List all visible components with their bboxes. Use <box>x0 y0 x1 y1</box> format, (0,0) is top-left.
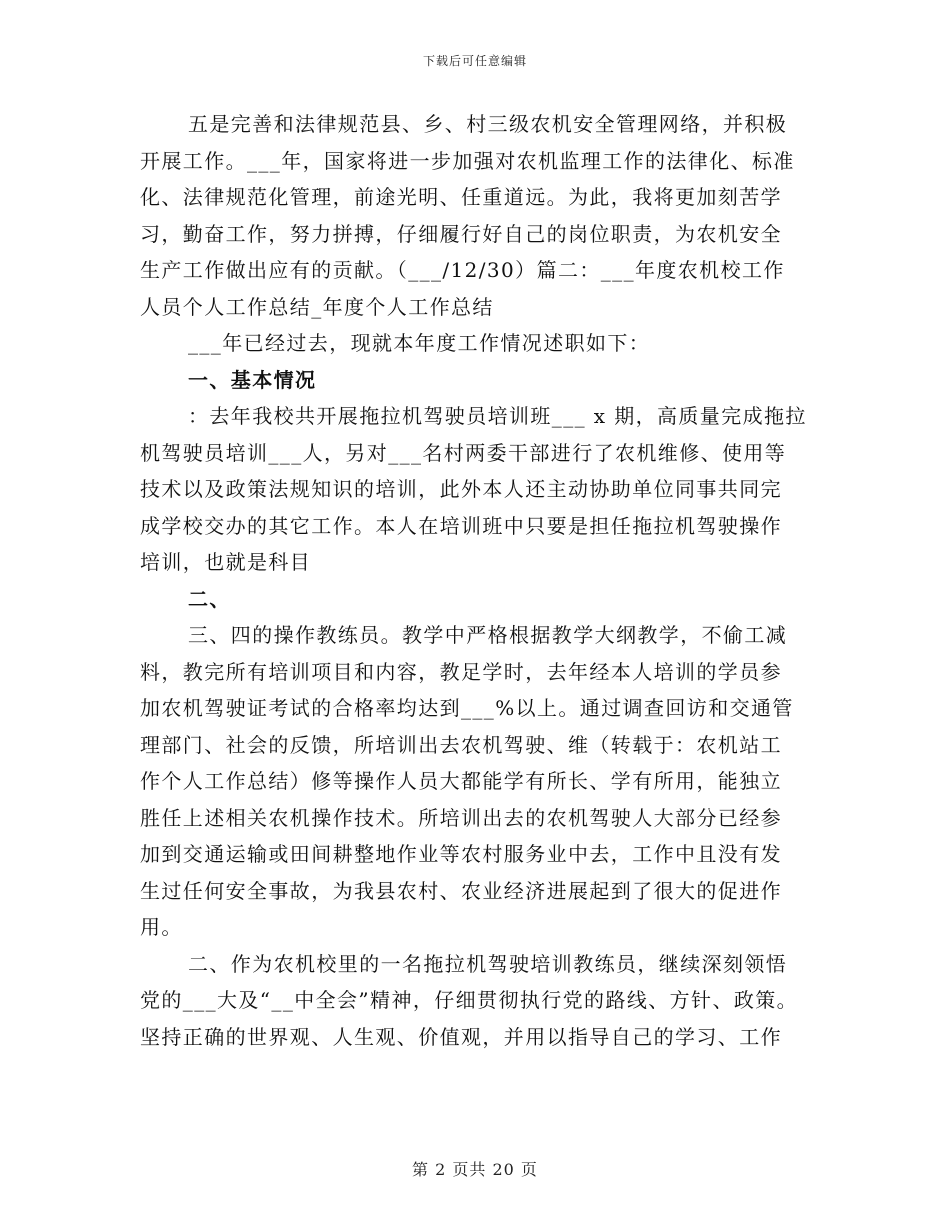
body-line: ：去年我校共开展拖拉机驾驶员培训班___ x 期，高质量完成拖拉 <box>188 404 807 428</box>
body-line: 三、四的操作教练员。教学中严格根据教学大纲教学，不偷工减 <box>188 623 788 647</box>
body-line: 胜任上述相关农机操作技术。所培训出去的农机驾驶人大部分已经参 <box>140 805 782 830</box>
body-line: 理部门、社会的反馈，所培训出去农机驾驶、维（转载于：农机站工 <box>140 732 782 757</box>
body-line: 料，教完所有培训项目和内容，教足学时，去年经本人培训的学员参 <box>140 659 782 684</box>
body-line: 生产工作做出应有的贡献。（___/12/30）篇二：___年度农机校工作 <box>140 258 785 282</box>
body-line: 培训，也就是科目 <box>140 550 312 574</box>
page-footer-number: 第 2 页共 20 页 <box>412 1160 538 1179</box>
body-line: 技术以及政策法规知识的培训，此外本人还主动协助单位同事共同完 <box>140 477 782 501</box>
body-line: 加农机驾驶证考试的合格率均达到___%以上。通过调查回访和交通管 <box>140 696 794 720</box>
body-line: 二、作为农机校里的一名拖拉机驾驶培训教练员，继续深刻领悟 <box>188 951 788 976</box>
body-line: ___年已经过去，现就本年度工作情况述职如下： <box>188 331 651 355</box>
document-body <box>140 106 820 1055</box>
body-line: 用。 <box>140 915 183 939</box>
body-line: 党的___大及“__中全会”精神，仔细贯彻执行党的路线、方针、政策。 <box>140 988 799 1012</box>
body-line: 作个人工作总结）修等操作人员大都能学有所长、学有所用，能独立 <box>140 769 782 793</box>
body-line: 习，勤奋工作，努力拼搏，仔细履行好自己的岗位职责，为农机安全 <box>140 221 782 246</box>
section-heading: 一、基本情况 <box>188 367 317 392</box>
page-header-note: 下载后可任意编辑 <box>422 54 527 68</box>
section-heading: 二、 <box>188 586 231 611</box>
body-line: 五是完善和法律规范县、乡、村三级农机安全管理网络，并积极 <box>188 112 788 136</box>
body-line: 生过任何安全事故，为我县农村、农业经济进展起到了很大的促进作 <box>140 878 782 903</box>
body-line: 化、法律规范化管理，前途光明、任重道远。为此，我将更加刻苦学 <box>140 185 782 209</box>
body-line: 坚持正确的世界观、人生观、价值观，并用以指导自己的学习、工作 <box>140 1024 782 1049</box>
body-line: 加到交通运输或田间耕整地作业等农村服务业中去，工作中且没有发 <box>140 842 782 866</box>
body-line: 开展工作。___年，国家将进一步加强对农机监理工作的法律化、标准 <box>140 148 795 173</box>
body-line: 人员个人工作总结_年度个人工作总结 <box>140 294 494 319</box>
body-line: 机驾驶员培训___人，另对___名村两委干部进行了农机维修、使用等 <box>140 440 787 465</box>
body-line: 成学校交办的其它工作。本人在培训班中只要是担任拖拉机驾驶操作 <box>140 513 782 538</box>
